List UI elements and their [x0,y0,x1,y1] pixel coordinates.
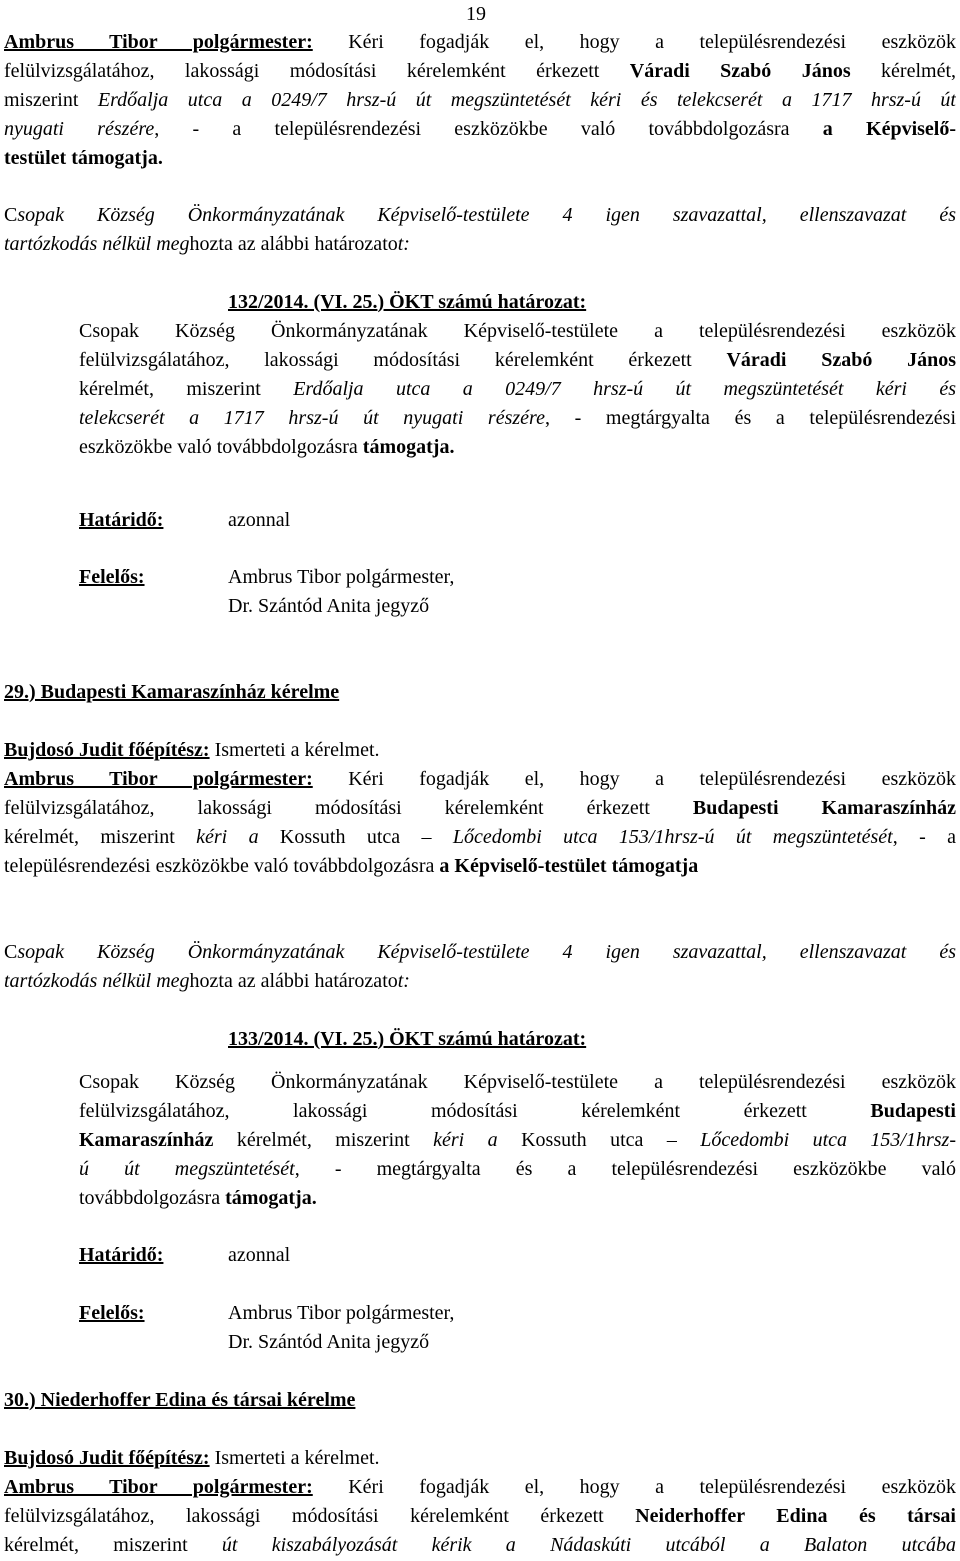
speaker-name: Ambrus Tibor polgármester: [4,31,313,53]
paragraph-line: testület támogatja. [4,147,163,169]
resolution-title: 133/2014. (VI. 25.) ÖKT számú határozat: [228,1028,587,1050]
section-heading: 29.) Budapesti Kamaraszínház kérelme [4,681,340,703]
deadline-label: Határidő: [79,509,164,531]
vote-line: tartózkodás nélkül meghozta az alábbi határozatot: [4,233,410,255]
deadline-value: azonnal [228,1244,291,1266]
resolution-line: Kamaraszínház kérelmét, miszerint kéri a Kossuth utca – Lőcedombi utca 153/1hrsz- [79,1129,956,1151]
resolution-line: kérelmét, miszerint Erdőalja utca a 0249/7 hrsz-ú út megszüntetését kéri és [79,378,956,400]
vote-line: Csopak Község Önkormányzatának Képviselő-testülete 4 igen szavazattal, ellenszavazat és [4,941,956,963]
paragraph-line: Ambrus Tibor polgármester: Kéri fogadják el, hogy a településrendezési eszközök [4,1476,956,1498]
intro-line: Bujdosó Judit főépítész: Ismerteti a kérelmet. [4,739,380,761]
deadline-label: Határidő: [79,1244,164,1266]
resolution-line: Csopak Község Önkormányzatának Képviselő-testülete a településrendezési eszközök [79,1071,956,1093]
resolution-line: felülvizsgálatához, lakossági módosítási kérelemként érkezett Váradi Szabó János [79,349,956,371]
resolution-line: telekcserét a 1717 hrsz-ú út nyugati részére, - megtárgyalta és a településrendezési [79,407,956,429]
paragraph-line: kérelmét, miszerint út kiszabályozását kérik a Nádaskúti utcából a Balaton utcába [4,1534,956,1556]
paragraph-line: felülvizsgálatához, lakossági módosítási kérelemként érkezett Budapesti Kamaraszínház [4,797,956,819]
responsible-label: Felelős: [79,1302,145,1324]
responsible-value: Dr. Szántód Anita jegyző [228,1331,430,1353]
resolution-line: továbbdolgozásra támogatja. [79,1187,317,1209]
paragraph-line: felülvizsgálatához, lakossági módosítási kérelemként érkezett Neiderhoffer Edina és társai [4,1505,956,1527]
section-heading: 30.) Niederhoffer Edina és társai kérelme [4,1389,356,1411]
paragraph-line: Ambrus Tibor polgármester: Kéri fogadják el, hogy a településrendezési eszközök [4,768,956,790]
paragraph-line: miszerint Erdőalja utca a 0249/7 hrsz-ú út megszüntetését kéri és telekcserét a 1717 hrsz-ú út [4,89,956,111]
resolution-title: 132/2014. (VI. 25.) ÖKT számú határozat: [228,291,587,313]
paragraph-line: felülvizsgálatához, lakossági módosítási kérelemként érkezett Váradi Szabó János kérelmét, [4,60,956,82]
paragraph-line: Ambrus Tibor polgármester: Kéri fogadják el, hogy a településrendezési eszközök [4,31,956,53]
resolution-line: Csopak Község Önkormányzatának Képviselő-testülete a településrendezési eszközök [79,320,956,342]
responsible-value: Dr. Szántód Anita jegyző [228,595,430,617]
vote-line: Csopak Község Önkormányzatának Képviselő-testülete 4 igen szavazattal, ellenszavazat és [4,204,956,226]
vote-line: tartózkodás nélkül meghozta az alábbi határozatot: [4,970,410,992]
responsible-value: Ambrus Tibor polgármester, [228,1302,455,1324]
resolution-line: ú út megszüntetését, - megtárgyalta és a településrendezési eszközökbe való [79,1158,956,1180]
deadline-value: azonnal [228,509,291,531]
resolution-line: eszközökbe való továbbdolgozásra támogatja. [79,436,455,458]
page-number: 19 [466,3,486,25]
responsible-value: Ambrus Tibor polgármester, [228,566,455,588]
paragraph-line: nyugati részére, - a településrendezési eszközökbe való továbbdolgozásra a Képviselő- [4,118,956,140]
paragraph-line: településrendezési eszközökbe való továbbdolgozásra a Képviselő-testület támogatja [4,855,699,877]
resolution-line: felülvizsgálatához, lakossági módosítási kérelemként érkezett Budapesti [79,1100,956,1122]
paragraph-line: kérelmét, miszerint kéri a Kossuth utca – Lőcedombi utca 153/1hrsz-ú út megszüntetését, - a [4,826,956,848]
responsible-label: Felelős: [79,566,145,588]
intro-line: Bujdosó Judit főépítész: Ismerteti a kérelmet. [4,1447,380,1469]
